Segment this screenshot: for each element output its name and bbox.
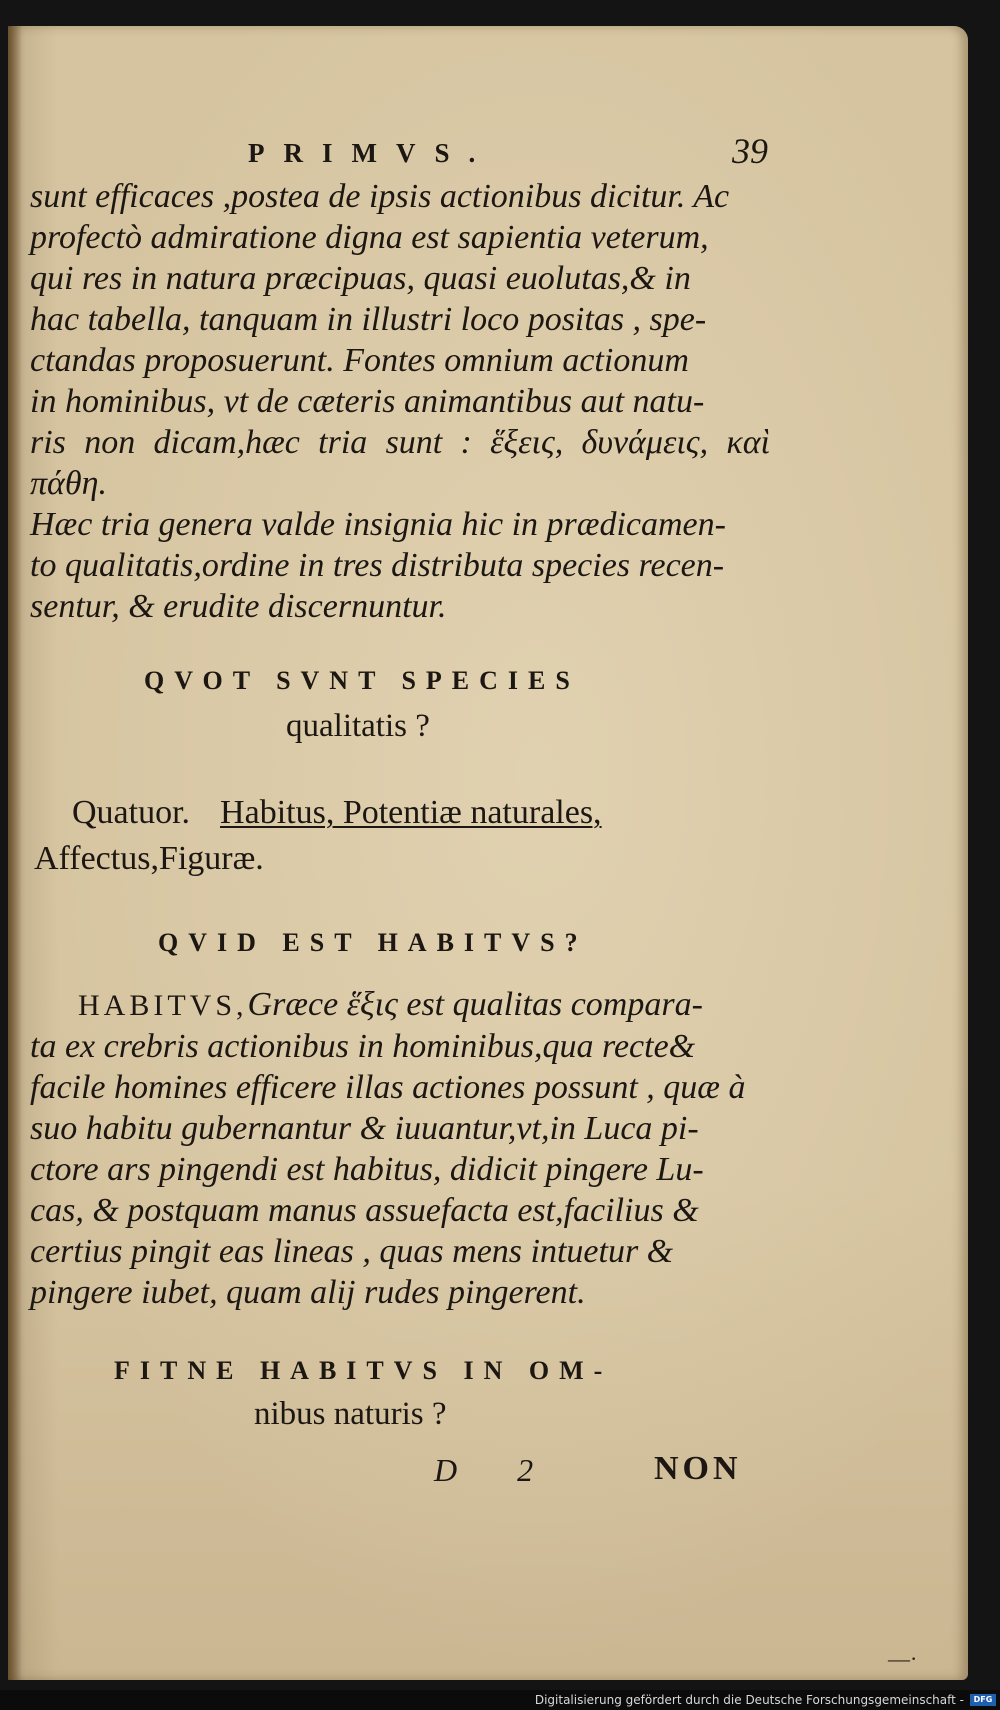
running-title: PRIMVS. xyxy=(248,138,495,168)
book-page xyxy=(8,26,968,1680)
question-naturis-heading xyxy=(114,1356,612,1386)
running-header xyxy=(248,131,768,178)
catchword: NON xyxy=(654,1450,742,1487)
answer-species-lead: Quatuor. xyxy=(72,794,191,831)
answer-species xyxy=(34,790,774,882)
page-gutter-shadow xyxy=(8,26,22,1680)
paragraph-habitus-text: Græce ἕξις est qualitas compara- ta ex crebris actionibus in hominibus,qua recte& facile homines efficere illas actiones possunt , quæ à suo habitu gubernantur & iuuantur,vt,in Luca pi- ctore ars pingendi est habitus, didicit pingere Lu- cas, & postquam manus assuefacta est,facilius & certius pingit eas lineas , quas mens intuetur & pingere iubet, quam alij rudes pingerent. xyxy=(30,986,746,1311)
question-species-caps: QVOT SVNT SPECIES xyxy=(144,666,580,695)
signature-mark: D 2 xyxy=(434,1452,560,1488)
paragraph-habitus xyxy=(30,984,770,1313)
paragraph-habitus-lead: HABITVS, xyxy=(78,989,248,1022)
question-habitus-heading xyxy=(158,928,588,958)
corner-ink-mark: —· xyxy=(888,1646,918,1671)
dfg-logo: DFG xyxy=(970,1694,996,1706)
page-number: 39 xyxy=(732,131,768,171)
question-species-heading xyxy=(144,666,580,696)
question-species-rest: qualitatis ? xyxy=(286,708,430,744)
digitization-footer xyxy=(0,1690,1000,1710)
answer-species-line2: Affectus,Figuræ. xyxy=(34,840,264,877)
paragraph-intro: sunt efficaces ,postea de ipsis actionibus dicitur. Ac profectò admiratione digna est sapientia veterum, qui res in natura præcipuas, quasi euolutas,& in hac tabella, tanquam in illustri loco positas , spe- ctandas proposuerunt. Fontes omnium actionum in hominibus, vt de cæteris animantibus aut natu- ris non dicam,hæc tria sunt : ἕξεις, δυνάμεις, καὶ πάθη. Hæc tria genera valde insignia hic in prædicamen- to qualitatis,ordine in tres distributa species recen- sentur, & erudite discernuntur. xyxy=(30,178,770,625)
question-naturis-caps: FITNE HABITVS IN OM- xyxy=(114,1356,613,1385)
answer-species-line1: Habitus, Potentiæ naturales, xyxy=(220,794,602,831)
question-naturis-rest: nibus naturis ? xyxy=(254,1396,447,1432)
question-habitus-caps: QVID EST HABITVS? xyxy=(158,928,588,957)
footer-credit-text: Digitalisierung gefördert durch die Deutsche Forschungsgemeinschaft - xyxy=(534,1693,964,1707)
